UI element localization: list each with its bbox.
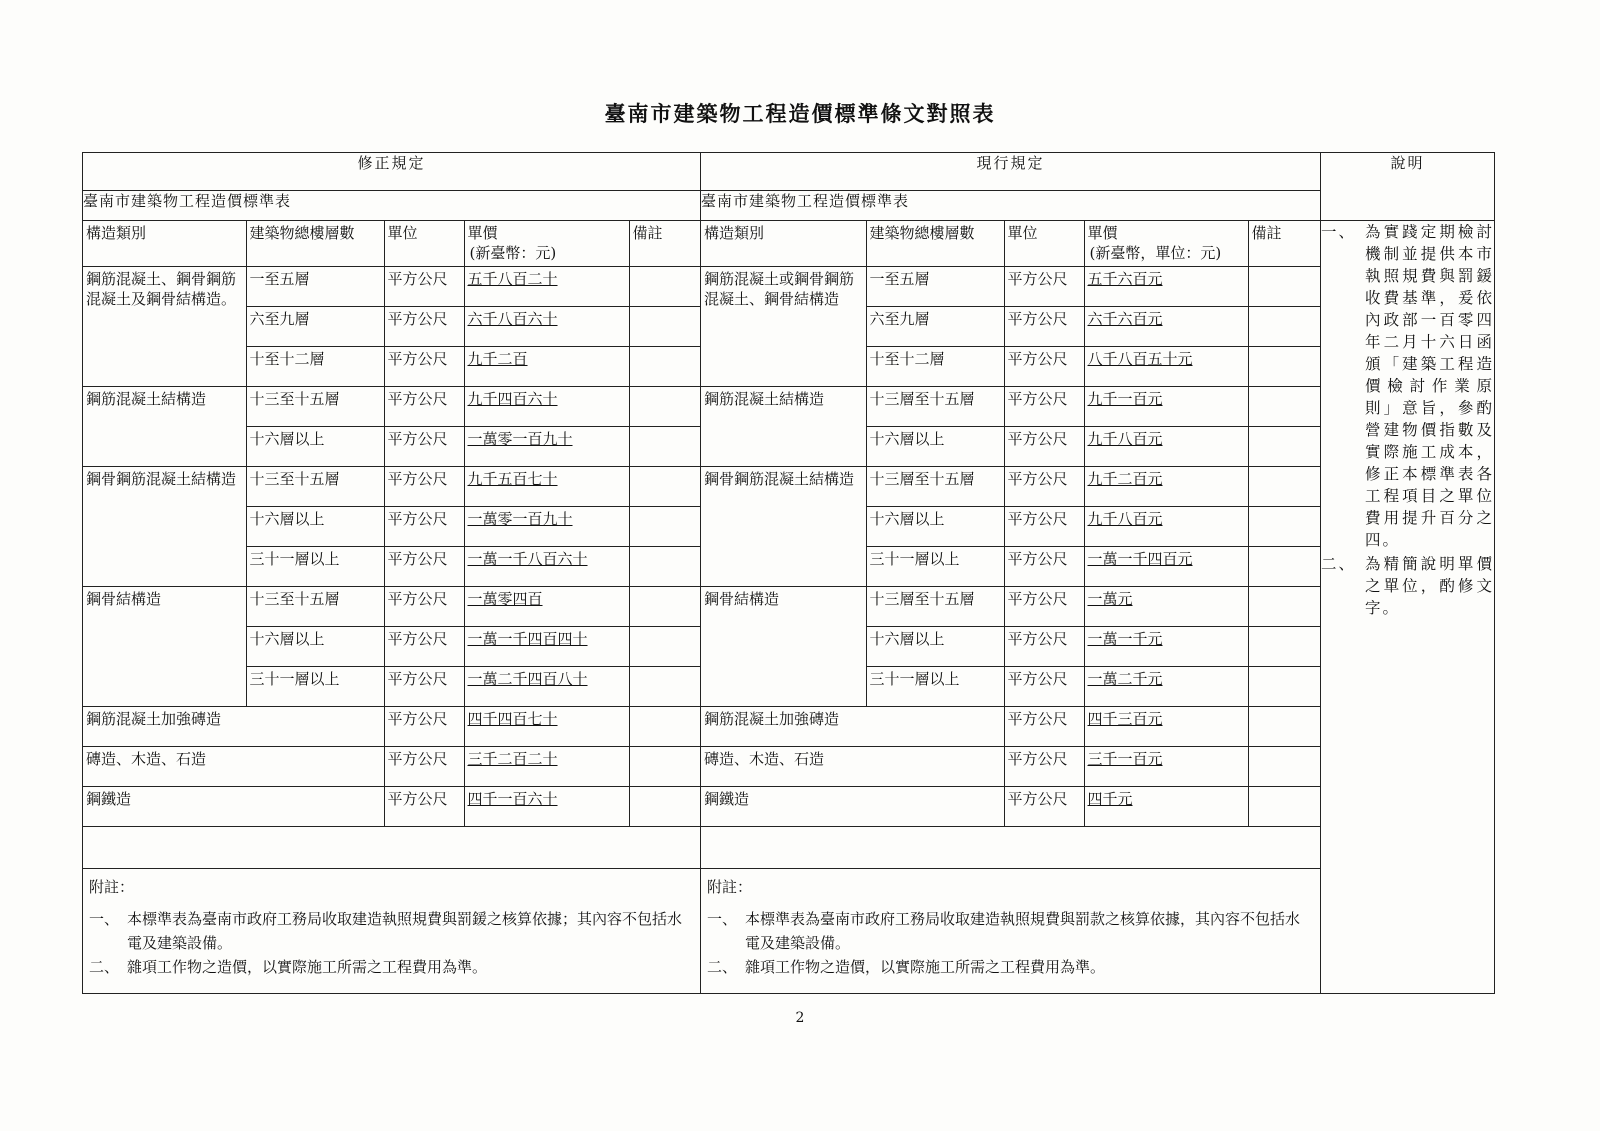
remark xyxy=(629,347,701,387)
unit-price: 八千八百五十元 xyxy=(1084,347,1248,387)
remark xyxy=(1248,627,1321,667)
remark xyxy=(1248,507,1321,547)
remark xyxy=(629,507,701,547)
unit: 平方公尺 xyxy=(1004,507,1084,547)
floor-range: 十三至十五層 xyxy=(246,387,384,427)
floor-range: 十六層以上 xyxy=(866,507,1004,547)
remark xyxy=(629,787,701,827)
price-row xyxy=(701,387,1321,427)
unit: 平方公尺 xyxy=(1004,267,1084,307)
col-remark: 備註 xyxy=(1248,221,1321,267)
note-text: 雜項工作物之造價，以實際施工所需之工程費用為準。 xyxy=(127,958,488,977)
revised-table-name: 臺南市建築物工程造價標準表 xyxy=(83,191,701,221)
remark xyxy=(629,307,701,347)
unit-price: 四千四百七十 xyxy=(464,707,629,747)
unit-price: 九千五百七十 xyxy=(464,467,629,507)
page-number: 2 xyxy=(795,1010,805,1026)
unit-price: 九千一百元 xyxy=(1084,387,1248,427)
floor-range: 三十一層以上 xyxy=(866,667,1004,707)
unit: 平方公尺 xyxy=(1004,347,1084,387)
col-remark: 備註 xyxy=(629,221,701,267)
remark xyxy=(629,707,701,747)
structure-type: 鋼鐵造 xyxy=(701,787,1004,827)
remark xyxy=(1248,787,1321,827)
structure-type: 鋼骨鋼筋混凝土結構造 xyxy=(83,467,246,587)
remark xyxy=(629,547,701,587)
unit: 平方公尺 xyxy=(1004,547,1084,587)
unit: 平方公尺 xyxy=(384,707,464,747)
explanation-text: 為精簡說明單價之單位，酌修文字。 xyxy=(1365,555,1494,617)
unit-price: 一萬一千四百四十 xyxy=(464,627,629,667)
floor-range: 十六層以上 xyxy=(866,427,1004,467)
unit: 平方公尺 xyxy=(384,547,464,587)
current-header: 現行規定 xyxy=(701,153,1321,191)
price-row xyxy=(83,467,701,507)
notes-label: 附註： xyxy=(89,878,135,897)
floor-range: 十六層以上 xyxy=(246,427,384,467)
unit: 平方公尺 xyxy=(1004,747,1084,787)
unit-price: 一萬一千元 xyxy=(1084,627,1248,667)
unit: 平方公尺 xyxy=(384,587,464,627)
unit-price: 五千六百元 xyxy=(1084,267,1248,307)
note-text: 本標準表為臺南市政府工務局收取建造執照規費與罰鍰之核算依據；其內容不包括水電及建築設備。 xyxy=(127,910,683,953)
remark xyxy=(1248,667,1321,707)
unit-price: 一萬元 xyxy=(1084,587,1248,627)
price-row xyxy=(83,587,701,627)
note-num: 二、 xyxy=(707,958,738,977)
unit-price: 六千八百六十 xyxy=(464,307,629,347)
col-price xyxy=(464,221,629,267)
unit-price: 九千二百元 xyxy=(1084,467,1248,507)
unit-price: 六千六百元 xyxy=(1084,307,1248,347)
floor-range: 十六層以上 xyxy=(246,507,384,547)
price-row xyxy=(83,707,701,747)
price-row xyxy=(701,707,1321,747)
unit-price: 九千二百 xyxy=(464,347,629,387)
col-price-label: 單價 xyxy=(1087,224,1118,242)
price-row xyxy=(83,747,701,787)
note-num: 二、 xyxy=(89,958,120,977)
unit-price: 三千一百元 xyxy=(1084,747,1248,787)
unit: 平方公尺 xyxy=(1004,307,1084,347)
unit: 平方公尺 xyxy=(1004,427,1084,467)
unit: 平方公尺 xyxy=(1004,667,1084,707)
unit: 平方公尺 xyxy=(384,667,464,707)
note-item xyxy=(89,907,694,955)
document-title: 臺南市建築物工程造價標準條文對照表 xyxy=(604,101,996,126)
remark xyxy=(1248,747,1321,787)
price-row xyxy=(701,467,1321,507)
price-row xyxy=(701,747,1321,787)
remark xyxy=(1248,587,1321,627)
unit-price: 三千二百二十 xyxy=(464,747,629,787)
unit-price: 四千元 xyxy=(1084,787,1248,827)
unit: 平方公尺 xyxy=(1004,707,1084,747)
explanation-item xyxy=(1321,553,1494,619)
unit: 平方公尺 xyxy=(384,427,464,467)
current-price-table xyxy=(701,221,1321,827)
col-floors: 建築物總樓層數 xyxy=(866,221,1004,267)
revised-price-table xyxy=(83,221,701,827)
floor-range: 十六層以上 xyxy=(246,627,384,667)
unit-price: 四千一百六十 xyxy=(464,787,629,827)
note-text: 本標準表為臺南市政府工務局收取建造執照規費與罰款之核算依據，其內容不包括水電及建築設備。 xyxy=(745,910,1301,953)
unit-price: 四千三百元 xyxy=(1084,707,1248,747)
floor-range: 十三至十五層 xyxy=(246,467,384,507)
unit-price: 九千八百元 xyxy=(1084,427,1248,467)
remark xyxy=(629,587,701,627)
unit-price: 五千八百二十 xyxy=(464,267,629,307)
remark xyxy=(629,267,701,307)
structure-type: 鋼骨鋼筋混凝土結構造 xyxy=(701,467,866,587)
floor-range: 一至五層 xyxy=(246,267,384,307)
unit-price: 一萬零一百九十 xyxy=(464,427,629,467)
remark xyxy=(629,627,701,667)
explanation-text: 為實踐定期檢討機制並提供本市執照規費與罰鍰收費基準，爰依內政部一百零四年二月十六日函頒「建築工程造價檢討作業原則」意旨，參酌營建物價指數及實際施工成本，修正本標準表各工程項目之單位費用提升百分之四。 xyxy=(1365,223,1494,549)
price-row xyxy=(83,267,701,307)
remark xyxy=(629,467,701,507)
floor-range: 三十一層以上 xyxy=(246,667,384,707)
unit: 平方公尺 xyxy=(384,507,464,547)
unit: 平方公尺 xyxy=(384,787,464,827)
remark xyxy=(1248,467,1321,507)
structure-type: 鋼骨結構造 xyxy=(701,587,866,707)
unit: 平方公尺 xyxy=(1004,587,1084,627)
note-item xyxy=(707,907,1314,955)
explanation-item xyxy=(1321,221,1494,551)
unit: 平方公尺 xyxy=(384,267,464,307)
unit-price: 一萬一千四百元 xyxy=(1084,547,1248,587)
unit: 平方公尺 xyxy=(1004,787,1084,827)
col-type: 構造類別 xyxy=(83,221,246,267)
remark xyxy=(1248,307,1321,347)
structure-type: 鋼鐵造 xyxy=(83,787,384,827)
remark xyxy=(1248,427,1321,467)
col-unit: 單位 xyxy=(1004,221,1084,267)
unit: 平方公尺 xyxy=(384,307,464,347)
explanation-num: 一、 xyxy=(1321,223,1357,241)
price-row xyxy=(83,387,701,427)
comparison-table xyxy=(82,152,1495,994)
floor-range: 一至五層 xyxy=(866,267,1004,307)
structure-type: 磚造、木造、石造 xyxy=(701,747,1004,787)
note-item xyxy=(89,955,694,979)
remark xyxy=(629,747,701,787)
unit: 平方公尺 xyxy=(1004,627,1084,667)
col-price xyxy=(1084,221,1248,267)
explanation-header: 說明 xyxy=(1321,153,1495,221)
floor-range: 十三層至十五層 xyxy=(866,587,1004,627)
unit: 平方公尺 xyxy=(384,467,464,507)
col-price-label: 單價 xyxy=(467,224,498,242)
unit-price: 九千八百元 xyxy=(1084,507,1248,547)
structure-type: 鋼筋混凝土加強磚造 xyxy=(83,707,384,747)
floor-range: 十至十二層 xyxy=(866,347,1004,387)
remark xyxy=(1248,707,1321,747)
floor-range: 六至九層 xyxy=(866,307,1004,347)
unit-price: 九千四百六十 xyxy=(464,387,629,427)
price-row xyxy=(83,787,701,827)
remark xyxy=(1248,387,1321,427)
structure-type: 鋼筋混凝土結構造 xyxy=(83,387,246,467)
note-text: 雜項工作物之造價，以實際施工所需之工程費用為準。 xyxy=(745,958,1106,977)
floor-range: 十三層至十五層 xyxy=(866,467,1004,507)
unit: 平方公尺 xyxy=(384,747,464,787)
unit-price: 一萬二千四百八十 xyxy=(464,667,629,707)
structure-type: 磚造、木造、石造 xyxy=(83,747,384,787)
explanation-cell xyxy=(1321,221,1495,994)
col-type: 構造類別 xyxy=(701,221,866,267)
current-notes-cell xyxy=(701,869,1321,994)
floor-range: 十至十二層 xyxy=(246,347,384,387)
floor-range: 十三至十五層 xyxy=(246,587,384,627)
structure-type: 鋼筋混凝土加強磚造 xyxy=(701,707,1004,747)
price-row xyxy=(701,787,1321,827)
revised-header: 修正規定 xyxy=(83,153,701,191)
floor-range: 三十一層以上 xyxy=(246,547,384,587)
price-row xyxy=(701,267,1321,307)
note-item xyxy=(707,955,1314,979)
revised-price-table-cell xyxy=(83,221,701,869)
unit: 平方公尺 xyxy=(384,387,464,427)
note-num: 一、 xyxy=(707,910,738,929)
floor-range: 六至九層 xyxy=(246,307,384,347)
floor-range: 三十一層以上 xyxy=(866,547,1004,587)
remark xyxy=(629,667,701,707)
revised-notes-cell xyxy=(83,869,701,994)
floor-range: 十三層至十五層 xyxy=(866,387,1004,427)
remark xyxy=(1248,547,1321,587)
remark xyxy=(1248,267,1321,307)
unit-price: 一萬一千八百六十 xyxy=(464,547,629,587)
col-price-sub: (新臺幣：元) xyxy=(469,243,557,262)
price-row xyxy=(701,587,1321,627)
structure-type: 鋼筋混凝土、鋼骨鋼筋混凝土及鋼骨結構造。 xyxy=(83,267,246,387)
structure-type: 鋼筋混凝土或鋼骨鋼筋混凝土、鋼骨結構造 xyxy=(701,267,866,387)
unit-price: 一萬二千元 xyxy=(1084,667,1248,707)
col-floors: 建築物總樓層數 xyxy=(246,221,384,267)
unit: 平方公尺 xyxy=(384,347,464,387)
floor-range: 十六層以上 xyxy=(866,627,1004,667)
current-price-table-cell xyxy=(701,221,1321,869)
remark xyxy=(629,427,701,467)
remark xyxy=(1248,347,1321,387)
unit: 平方公尺 xyxy=(384,627,464,667)
remark xyxy=(629,387,701,427)
unit-price: 一萬零四百 xyxy=(464,587,629,627)
unit-price: 一萬零一百九十 xyxy=(464,507,629,547)
col-price-sub: (新臺幣，單位：元) xyxy=(1089,243,1222,262)
notes-label: 附註： xyxy=(707,878,753,897)
current-table-name: 臺南市建築物工程造價標準表 xyxy=(701,191,1321,221)
structure-type: 鋼筋混凝土結構造 xyxy=(701,387,866,467)
explanation-num: 二、 xyxy=(1321,555,1357,573)
unit: 平方公尺 xyxy=(1004,387,1084,427)
note-num: 一、 xyxy=(89,910,120,929)
col-unit: 單位 xyxy=(384,221,464,267)
unit: 平方公尺 xyxy=(1004,467,1084,507)
structure-type: 鋼骨結構造 xyxy=(83,587,246,707)
